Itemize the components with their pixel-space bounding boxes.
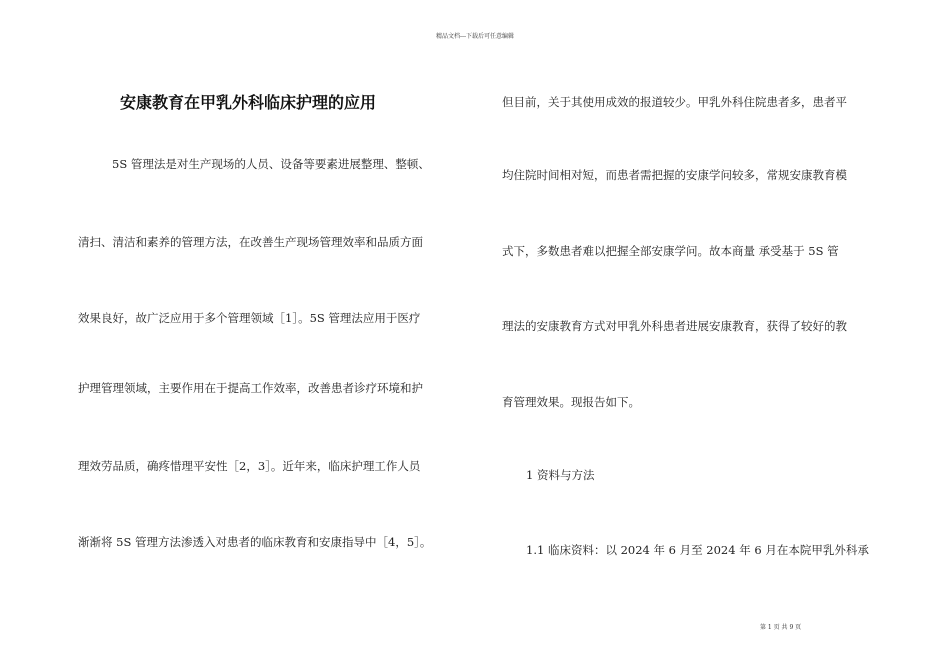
body-text-line: 护理管理领域，主要作用在于提高工作效率，改善患者诊疗环境和护 [78, 381, 423, 395]
page-number-footer: 第 1 页 共 9 页 [760, 624, 802, 631]
body-text-line: 育管理效果。现报告如下。 [502, 395, 640, 409]
body-text-line: 理法的安康教育方式对甲乳外科患者进展安康教育，获得了较好的教 [502, 319, 847, 333]
body-text-line: 1.1 临床资料：以 2024 年 6 月至 2024 年 6 月在本院甲乳外科承 [526, 543, 869, 557]
body-text-line: 清扫、清洁和素养的管理方法，在改善生产现场管理效率和品质方面 [78, 235, 423, 249]
body-text-line: 式下，多数患者难以把握全部安康学问。故本商量 承受基于 5S 管 [502, 244, 839, 258]
document-title: 安康教育在甲乳外科临床护理的应用 [120, 93, 377, 112]
body-text-line: 效果良好，故广泛应用于多个管理领域［1］。5S 管理法应用于医疗 [78, 311, 421, 325]
page-header-note: 精品文档---下载后可任意编辑 [435, 33, 515, 40]
body-text-line: 渐渐将 5S 管理方法渗透入对患者的临床教育和安康指导中［4，5］。 [78, 535, 432, 549]
section-heading: 1 资料与方法 [526, 468, 595, 482]
body-text-line: 理效劳品质，确疼惜理平安性［2，3］。近年来，临床护理工作人员 [78, 459, 421, 473]
body-text-line: 5S 管理法是对生产现场的人员、设备等要素进展整理、整顿、 [112, 157, 430, 171]
body-text-line: 均住院时间相对短，而患者需把握的安康学问较多，常规安康教育模 [502, 168, 847, 182]
body-text-line: 但目前，关于其使用成效的报道较少。甲乳外科住院患者多，患者平 [502, 95, 847, 109]
